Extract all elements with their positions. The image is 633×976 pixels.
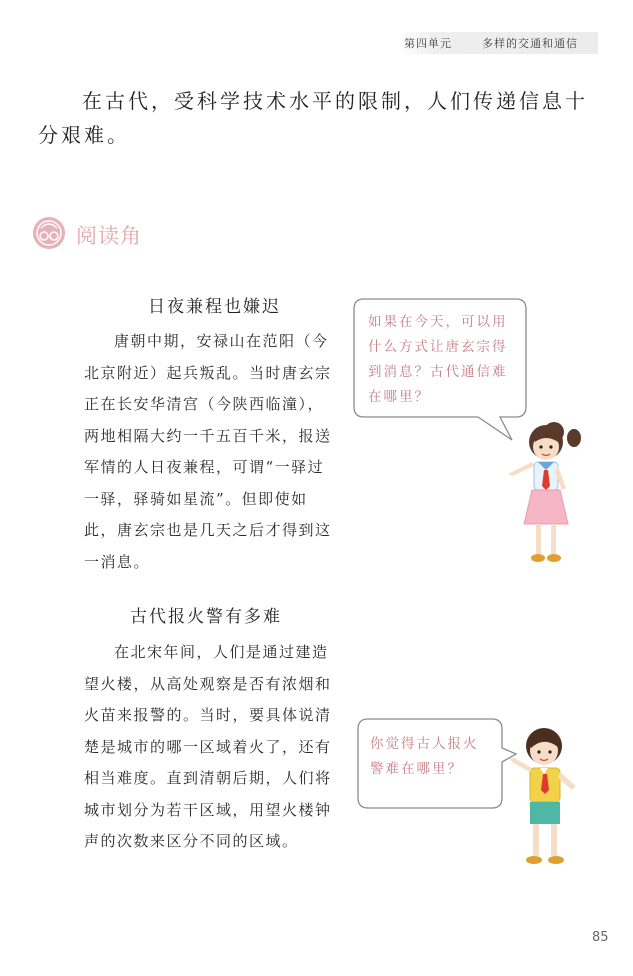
header-title: 多样的交通和通信 — [482, 37, 578, 50]
story-body — [84, 637, 336, 858]
story-body — [84, 326, 336, 578]
reading-corner-icon — [32, 216, 66, 250]
bubble-question: 你觉得古人报火警难在哪里？ — [370, 736, 479, 777]
intro-paragraph — [38, 84, 598, 152]
page-number: 85 — [592, 930, 609, 945]
intro-text: 在古代，受科学技术水平的限制，人们传递信息十分艰难。 — [38, 89, 588, 147]
story-text: 唐朝中期，安禄山在范阳（今北京附近）起兵叛乱。当时唐玄宗正在长安华清宫（今陕西临潼），两地相隔大约一千五百千米，报送军情的人日夜兼程，可谓“一驿过一驿，驿骑如星流”。但即使如此，唐玄宗也是几天之后才得到这一消息。 — [84, 332, 332, 571]
section-title: 阅读角 — [76, 224, 142, 248]
story-title: 古代报火警有多难 — [130, 607, 282, 627]
story-text: 在北宋年间，人们是通过建造望火楼，从高处观察是否有浓烟和火苗来报警的。当时，要具体说清楚是城市的哪一区域着火了，还有相当难度。直到清朝后期，人们将城市划分为若干区域，用望火楼钟声的次数来区分不同的区域。 — [84, 643, 332, 850]
header-unit-label: 第四单元 — [404, 37, 452, 50]
story-title: 日夜兼程也嫌迟 — [148, 297, 281, 317]
girl-illustration-icon — [498, 414, 582, 570]
bubble-question: 如果在今天，可以用什么方式让唐玄宗得到消息？古代通信难在哪里？ — [368, 314, 508, 405]
boy-illustration-icon — [506, 722, 590, 874]
